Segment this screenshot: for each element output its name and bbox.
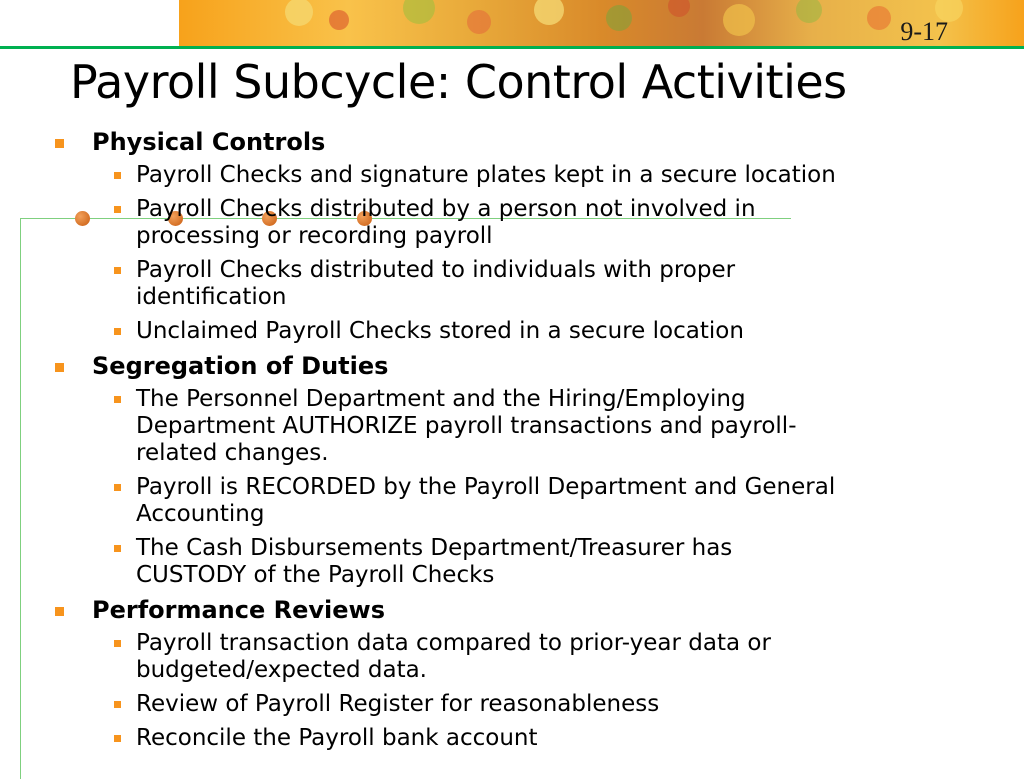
list-item-text: Review of Payroll Register for reasonableness <box>136 691 660 717</box>
section-heading: Physical Controls <box>92 128 326 156</box>
list-item-text: The Personnel Department and the Hiring/Employing Department AUTHORIZE payroll transactions and payroll-related changes. <box>136 386 797 466</box>
square-bullet-icon <box>114 267 121 274</box>
content-outline <box>55 128 985 759</box>
list-item <box>92 162 985 189</box>
list-item-text: Unclaimed Payroll Checks stored in a secure location <box>136 318 744 344</box>
list-item-text: Payroll is RECORDED by the Payroll Department and General Accounting <box>136 474 836 527</box>
title-rule-left <box>0 0 180 49</box>
list-item <box>92 691 985 718</box>
list-item <box>92 630 985 684</box>
list-item <box>92 474 985 528</box>
square-bullet-icon <box>55 363 64 372</box>
floral-pattern <box>179 0 1024 49</box>
square-bullet-icon <box>114 545 121 552</box>
list-item-text: The Cash Disbursements Department/Treasurer has CUSTODY of the Payroll Checks <box>136 535 733 588</box>
square-bullet-icon <box>114 735 121 742</box>
section-heading: Segregation of Duties <box>92 352 389 380</box>
list-item-text: Payroll Checks distributed by a person not involved in processing or recording payroll <box>136 196 756 249</box>
section-segregation-of-duties <box>55 352 985 589</box>
list-item <box>92 386 985 467</box>
square-bullet-icon <box>114 172 121 179</box>
list-item <box>92 257 985 311</box>
list-item-text: Payroll Checks and signature plates kept in a secure location <box>136 162 836 188</box>
square-bullet-icon <box>114 640 121 647</box>
decorative-banner <box>179 0 1024 49</box>
square-bullet-icon <box>114 484 121 491</box>
slide-title: Payroll Subcycle: Control Activities <box>70 55 847 109</box>
list-item <box>92 196 985 250</box>
square-bullet-icon <box>114 328 121 335</box>
section-performance-reviews <box>55 596 985 752</box>
list-item-text: Payroll transaction data compared to prior-year data or budgeted/expected data. <box>136 630 771 683</box>
square-bullet-icon <box>55 607 64 616</box>
slide-number: 9-17 <box>900 17 948 46</box>
section-physical-controls <box>55 128 985 345</box>
list-item <box>92 725 985 752</box>
list-item-text: Reconcile the Payroll bank account <box>136 725 538 751</box>
list-item-text: Payroll Checks distributed to individuals with proper identification <box>136 257 736 310</box>
list-item <box>92 535 985 589</box>
square-bullet-icon <box>114 701 121 708</box>
square-bullet-icon <box>114 206 121 213</box>
banner-rule <box>179 46 1024 49</box>
square-bullet-icon <box>114 396 121 403</box>
section-heading: Performance Reviews <box>92 596 385 624</box>
square-bullet-icon <box>55 139 64 148</box>
list-item <box>92 318 985 345</box>
